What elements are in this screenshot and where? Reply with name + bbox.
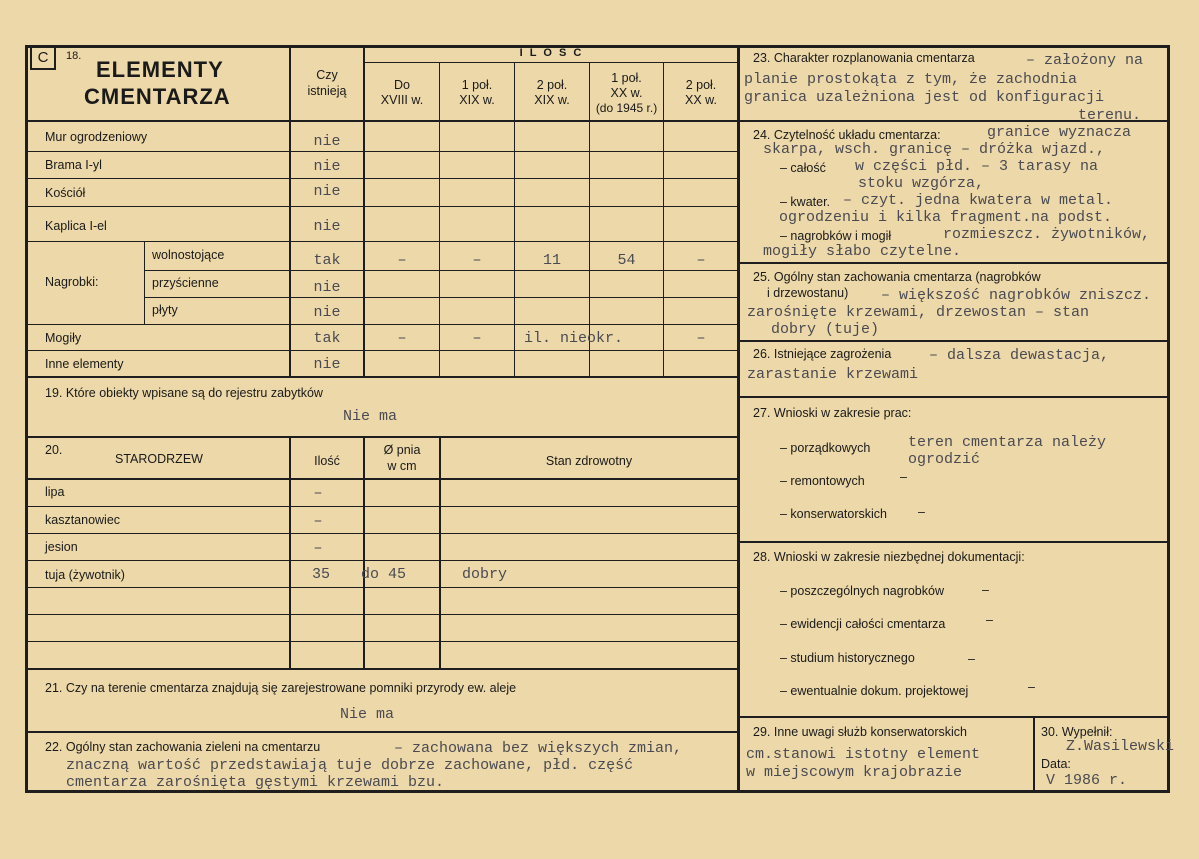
q27-remontowych-value: –: [900, 470, 907, 484]
q30-name: Z.Wasilewski: [1066, 738, 1175, 755]
q22-answer-l3: cmentarza zarośnięta gęstymi krzewami bzu.: [66, 774, 445, 791]
row-label-przyscienne: przyścienne: [152, 276, 219, 290]
q29-answer-2: w miejscowym krajobrazie: [746, 764, 963, 781]
frame-left: [25, 45, 28, 793]
mogily-period-1: –: [397, 330, 407, 347]
q23-answer-l4: terenu.: [1078, 107, 1142, 124]
q24-answer-4: stoku wzgórza,: [858, 175, 985, 192]
col-exists-line2: istnieją: [307, 84, 347, 98]
q19-answer: Nie ma: [343, 408, 398, 425]
period-1-l1: Do: [394, 78, 410, 92]
q20-title: STARODRZEW: [115, 452, 203, 466]
period-3-l2: XIX w.: [534, 93, 570, 107]
period-5-l1: 2 poł.: [685, 78, 717, 92]
row-exists-mur: nie: [313, 133, 341, 150]
tree-name-3: jesion: [45, 540, 78, 554]
q25-answer-1: – większość nagrobków zniszcz.: [881, 287, 1152, 304]
q20-col-health: Stan zdrowotny: [545, 454, 633, 468]
tree-health-4: dobry: [462, 566, 508, 583]
q27-porzadkowych-answer-1: teren cmentarza należy: [908, 434, 1107, 451]
tree-count-4: 35: [312, 566, 331, 583]
tree-count-2: –: [313, 513, 323, 530]
q28-item-3-label: – studium historycznego: [780, 651, 915, 665]
frame-top-right: [739, 45, 1170, 48]
q30-date-label: Data:: [1041, 757, 1071, 771]
q20-number: 20.: [45, 443, 63, 457]
period-3-l1: 2 poł.: [536, 78, 568, 92]
tree-diam-4: do 45: [361, 566, 407, 583]
tree-count-1: –: [313, 485, 323, 502]
q28-item-2-value: –: [986, 613, 993, 627]
wolno-period-5: –: [696, 252, 706, 269]
q28-item-4-value: –: [1028, 680, 1035, 694]
mogily-period-2: –: [472, 330, 482, 347]
tree-name-1: lipa: [45, 485, 65, 499]
q26-answer-2: zarastanie krzewami: [747, 366, 919, 383]
wolno-period-3: 11: [542, 252, 561, 269]
frame-right: [1167, 45, 1170, 793]
frame-middle: [737, 45, 740, 793]
q21-answer: Nie ma: [340, 706, 395, 723]
q20-col-diam-l1: Ø pnia: [383, 443, 421, 457]
q23-answer-l3: granica uzależniona jest od konfiguracji: [744, 89, 1105, 106]
period-2-l1: 1 poł.: [461, 78, 493, 92]
tree-name-2: kasztanowiec: [45, 513, 121, 527]
row-label-kosciol: Kościół: [45, 186, 86, 200]
row-label-brama: Brama I-yl: [45, 158, 102, 172]
q28-item-1-label: – poszczególnych nagrobków: [780, 584, 944, 598]
wolno-period-4: 54: [617, 252, 636, 269]
q19-label: 19. Które obiekty wpisane są do rejestru zabytków: [45, 386, 323, 400]
q26-answer-1: – dalsza dewastacja,: [929, 347, 1110, 364]
section-letter-box: C: [30, 46, 56, 70]
q29-label: 29. Inne uwagi służb konserwatorskich: [753, 725, 968, 739]
period-2-l2: XIX w.: [459, 93, 495, 107]
row-exists-przyscienne: nie: [313, 279, 341, 296]
q20-col-count: Ilość: [314, 454, 340, 468]
row-exists-wolnostojace: tak: [313, 252, 341, 269]
q25-label-l2: i drzewostanu): [767, 286, 849, 300]
period-4-l1: 1 poł.: [611, 71, 642, 85]
q20-col-diam-l2: w cm: [387, 459, 417, 473]
col-exists-line1: Czy: [316, 68, 338, 82]
row-label-mur: Mur ogrodzeniowy: [45, 130, 148, 144]
row-label-wolnostojace: wolnostojące: [152, 248, 225, 262]
q22-label: 22. Ogólny stan zachowania zieleni na cmentarzu: [45, 740, 321, 754]
q24-answer-5: – czyt. jedna kwatera w metal.: [843, 192, 1114, 209]
row-exists-kaplica: nie: [313, 218, 341, 235]
tree-name-4: tuja (żywotnik): [45, 568, 125, 582]
q25-answer-2: zarośnięte krzewami, drzewostan – stan: [747, 304, 1090, 321]
row-label-kaplica: Kaplica I-el: [45, 219, 107, 233]
q27-remontowych-label: – remontowych: [780, 474, 865, 488]
q25-answer-3: dobry (tuje): [771, 321, 880, 338]
section-number: 18.: [66, 50, 82, 62]
q24-kwater-label: – kwater.: [780, 195, 831, 209]
q27-porzadkowych-label: – porządkowych: [780, 441, 871, 455]
title-line1: ELEMENTY: [96, 57, 224, 82]
q30-label: 30. Wypełnił:: [1041, 725, 1113, 739]
q27-konserwatorskich-label: – konserwatorskich: [780, 507, 887, 521]
mogily-period-3-4: il. nieokr.: [524, 330, 624, 347]
tree-count-3: –: [313, 540, 323, 557]
row-exists-plyty: nie: [313, 304, 341, 321]
q22-answer-l1: – zachowana bez większych zmian,: [394, 740, 683, 757]
q27-label: 27. Wnioski w zakresie prac:: [753, 406, 912, 420]
q27-konserwatorskich-value: –: [918, 505, 925, 519]
row-exists-brama: nie: [313, 158, 341, 175]
q25-label-l1: 25. Ogólny stan zachowania cmentarza (nagrobków: [753, 270, 1041, 284]
row-label-mogily: Mogiły: [45, 331, 82, 345]
q24-answer-8: mogiły słabo czytelne.: [763, 243, 962, 260]
row-exists-inne: nie: [313, 356, 341, 373]
q21-label: 21. Czy na terenie cmentarza znajdują się zarejestrowane pomniki przyrody ew. aleje: [45, 681, 517, 695]
title-line2: CMENTARZA: [84, 84, 231, 109]
q24-answer-6: ogrodzeniu i kilka fragment.na podst.: [779, 209, 1113, 226]
row-exists-mogily: tak: [313, 330, 341, 347]
q28-item-1-value: –: [982, 583, 989, 597]
period-4-l2: XX w.: [610, 86, 643, 100]
mogily-period-5: –: [696, 330, 706, 347]
q23-answer-l2: planie prostokąta z tym, że zachodnia: [744, 71, 1078, 88]
wolno-period-2: –: [472, 252, 482, 269]
ilosc-header: I L O Ś Ć: [519, 47, 584, 59]
q24-answer-2: skarpa, wsch. granicę – dróżka wjazd.,: [763, 141, 1106, 158]
q24-label: 24. Czytelność układu cmentarza:: [753, 128, 941, 142]
period-4-l3: (do 1945 r.): [595, 101, 658, 115]
q29-answer-1: cm.stanowi istotny element: [746, 746, 981, 763]
row-label-inne: Inne elementy: [45, 357, 124, 371]
period-1-l2: XVIII w.: [380, 93, 424, 107]
q23-answer-l1: – założony na: [1026, 52, 1144, 69]
q24-answer-1: granice wyznacza: [987, 124, 1132, 141]
q28-item-4-label: – ewentualnie dokum. projektowej: [780, 684, 969, 698]
q30-date: V 1986 r.: [1046, 772, 1128, 789]
period-5-l2: XX w.: [685, 93, 717, 107]
q24-nagrobkow-label: – nagrobków i mogił: [780, 229, 892, 243]
q24-calosc-label: – całość: [780, 161, 826, 175]
wolno-period-1: –: [397, 252, 407, 269]
q26-label: 26. Istniejące zagrożenia: [753, 347, 892, 361]
row-label-plyty: płyty: [152, 303, 178, 317]
row-exists-kosciol: nie: [313, 183, 341, 200]
q27-porzadkowych-answer-2: ogrodzić: [908, 451, 981, 468]
q28-label: 28. Wnioski w zakresie niezbędnej dokumentacji:: [753, 550, 1025, 564]
q28-item-2-label: – ewidencji całości cmentarza: [780, 617, 946, 631]
q23-label: 23. Charakter rozplanowania cmentarza: [753, 51, 975, 65]
q22-answer-l2: znaczną wartość przedstawiają tuje dobrze zachowane, płd. część: [66, 757, 634, 774]
q28-item-3-value: –: [968, 652, 975, 666]
row-label-nagrobki: Nagrobki:: [45, 275, 99, 289]
q24-answer-3: w części płd. – 3 tarasy na: [855, 158, 1099, 175]
q24-answer-7: rozmieszcz. żywotników,: [943, 226, 1151, 243]
